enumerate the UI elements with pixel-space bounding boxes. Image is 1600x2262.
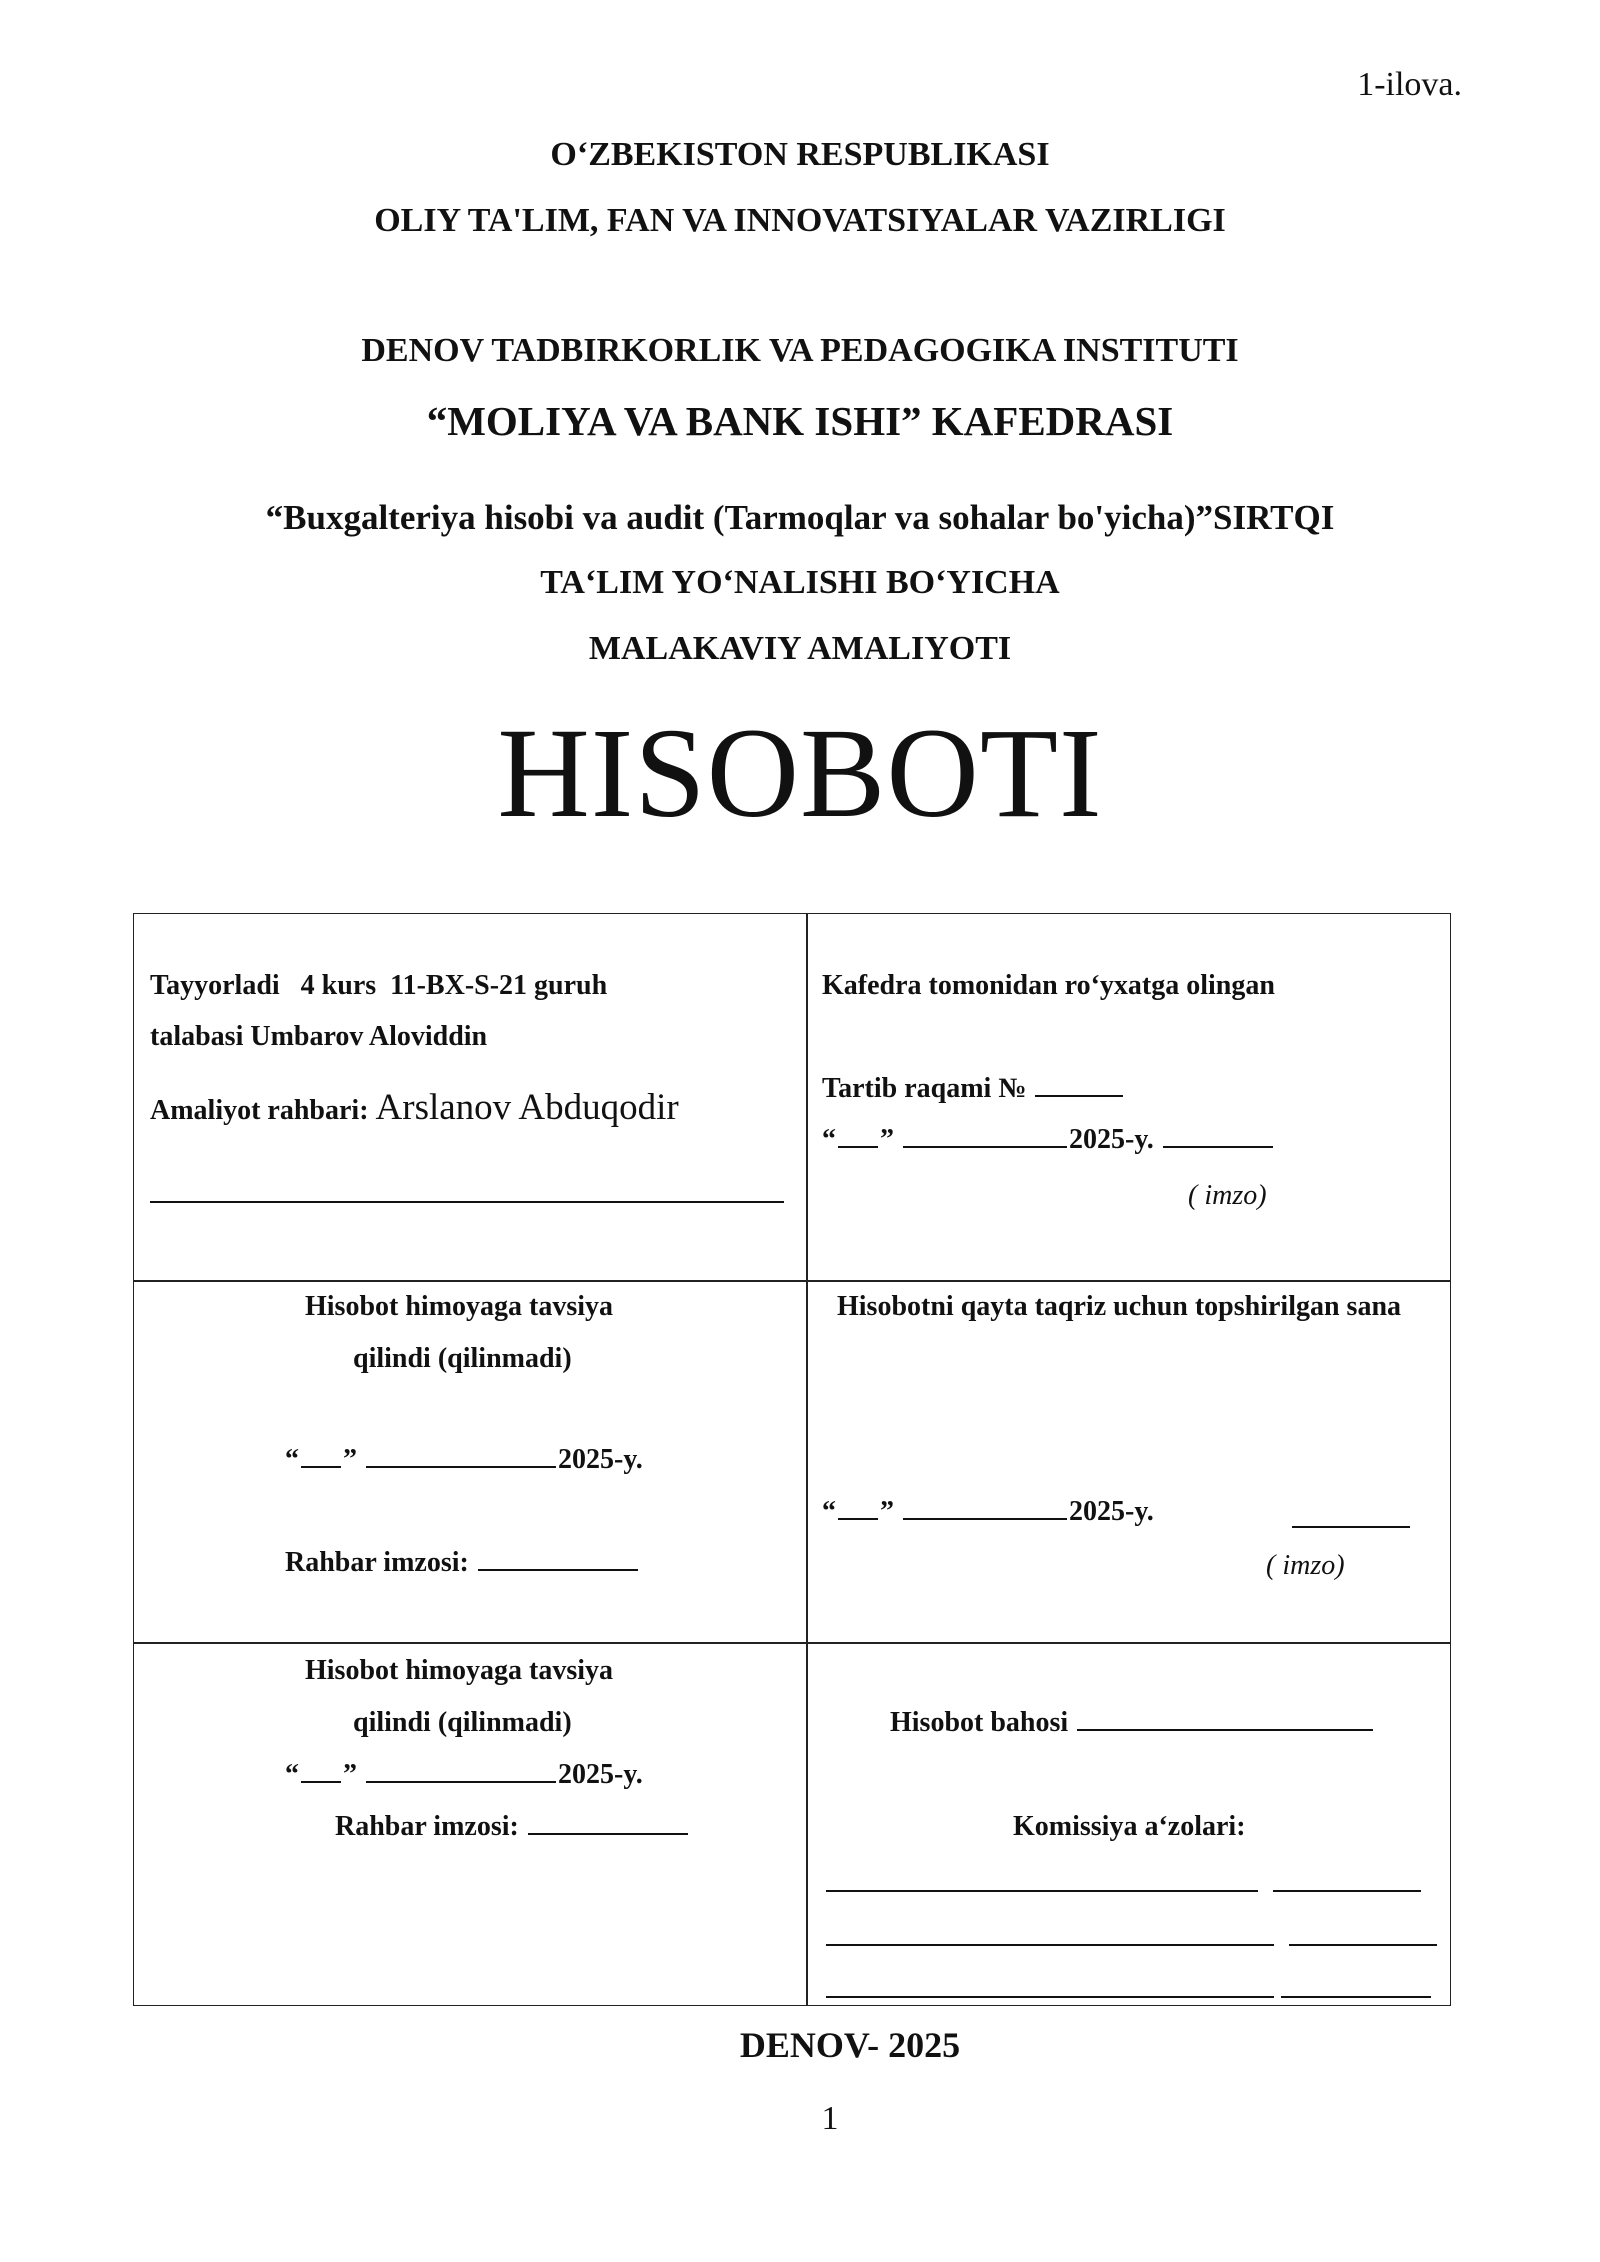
- recommendation-line-1: Hisobot himoyaga tavsiya: [305, 1291, 614, 1322]
- commission-member-3-line: [826, 1996, 1274, 1998]
- department-heading: “MOLIYA VA BANK ISHI” KAFEDRASI: [426, 398, 1174, 444]
- recommendation-date-line: “ ” 2025-y.: [285, 1444, 643, 1475]
- ministry-heading: OLIY TA'LIM, FAN VA INNOVATSIYALAR VAZIRLIGI: [374, 202, 1226, 239]
- resubmission-signature-line: [1292, 1526, 1410, 1528]
- supervisor-signature-label: Rahbar imzosi:: [285, 1547, 640, 1579]
- commission-member-3-sign-line: [1281, 1996, 1431, 1998]
- commission-member-2-line: [826, 1944, 1274, 1946]
- report-grade-line: Hisobot bahosi: [890, 1707, 1375, 1739]
- republic-heading: O‘ZBEKISTON RESPUBLIKASI: [550, 136, 1050, 173]
- commission-member-2-sign-line: [1289, 1944, 1437, 1946]
- table-divider-row-1: [133, 1280, 1451, 1282]
- program-line-3: MALAKAVIY AMALIYOTI: [588, 630, 1012, 667]
- recommendation-line-2: qilindi (qilinmadi): [353, 1343, 572, 1374]
- city-year: DENOV- 2025: [739, 2025, 961, 2065]
- order-number-line: Tartib raqami №: [822, 1073, 1125, 1105]
- table-divider-vertical: [806, 913, 808, 2006]
- final-supervisor-signature-label: Rahbar imzosi:: [335, 1811, 690, 1843]
- document-title: HISOBOTI: [497, 702, 1103, 844]
- final-recommendation-date-line: “ ” 2025-y.: [285, 1759, 643, 1790]
- final-recommendation-line-2: qilindi (qilinmadi): [353, 1707, 572, 1738]
- registration-signature-caption: ( imzo): [1188, 1180, 1267, 1211]
- appendix-label: 1-ilova.: [1357, 66, 1462, 103]
- student-name: talabasi Umbarov Aloviddin: [150, 1021, 488, 1052]
- supervisor-line: Amaliyot rahbari: Arslanov Abduqodir: [150, 1087, 679, 1128]
- page-number: 1: [821, 2100, 839, 2137]
- registration-date-line: “ ” 2025-y.: [822, 1124, 1275, 1156]
- supervisor-name: Arslanov Abduqodir: [375, 1087, 679, 1128]
- commission-member-1-line: [826, 1890, 1258, 1892]
- final-recommendation-line-1: Hisobot himoyaga tavsiya: [305, 1655, 614, 1686]
- table-divider-row-2: [133, 1642, 1451, 1644]
- resubmission-label: Hisobotni qayta taqriz uchun topshirilgan sana: [837, 1291, 1402, 1322]
- institute-heading: DENOV TADBIRKORLIK VA PEDAGOGIKA INSTITUTI: [361, 332, 1239, 369]
- program-line-2: TA‘LIM YO‘NALISHI BO‘YICHA: [540, 564, 1060, 601]
- supervisor-signature-line: [150, 1201, 784, 1203]
- commission-member-1-sign-line: [1273, 1890, 1421, 1892]
- commission-members-label: Komissiya a‘zolari:: [1013, 1811, 1246, 1842]
- registered-label: Kafedra tomonidan ro‘yxatga olingan: [822, 970, 1275, 1001]
- program-line-1: “Buxgalteriya hisobi va audit (Tarmoqlar va sohalar bo'yicha)”SIRTQI: [265, 498, 1335, 537]
- resubmission-signature-caption: ( imzo): [1266, 1550, 1345, 1581]
- resubmission-date-line: “ ” 2025-y.: [822, 1496, 1154, 1527]
- prepared-by-line: Tayyorladi 4 kurs 11-BX-S-21 guruh: [150, 970, 608, 1001]
